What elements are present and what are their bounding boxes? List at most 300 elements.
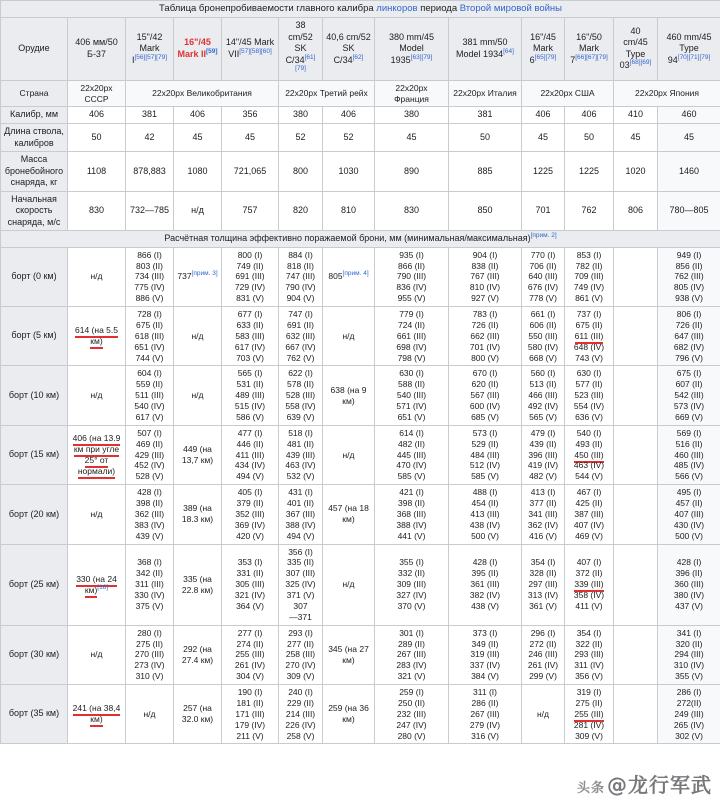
penetration-value: 428 (I) xyxy=(472,557,498,568)
spec-value: 50 xyxy=(565,124,614,152)
penetration-value: 955 (V) xyxy=(397,293,426,304)
penetration-value: 267 (III) xyxy=(470,708,500,719)
spec-value: 42 xyxy=(126,124,174,152)
penetration-cell xyxy=(522,625,565,684)
penetration-value: 302 (V) xyxy=(675,730,703,741)
penetration-cell xyxy=(565,366,614,425)
penetration-value: 370 (V) xyxy=(397,600,426,611)
penetration-cell xyxy=(279,485,323,544)
penetration-cell xyxy=(449,307,522,366)
penetration-value: 265 (IV) xyxy=(673,719,705,730)
penetration-value: 441 (V) xyxy=(397,530,426,541)
penetration-value: 554 (IV) xyxy=(573,401,605,412)
penetration-value: 726 (II) xyxy=(675,319,703,330)
penetration-value: 691 (II) xyxy=(287,319,314,330)
penetration-cell xyxy=(375,425,449,484)
penetration-value: 407 (IV) xyxy=(573,519,605,530)
penetration-cell xyxy=(522,544,565,625)
penetration-value: 470 (IV) xyxy=(396,460,427,471)
penetration-value: 305 (III) xyxy=(235,579,265,590)
gun-name: 381 mm/50 Model 1934[64] xyxy=(456,37,514,59)
penetration-value: 388 (IV) xyxy=(285,519,316,530)
penetration-value: 469 (V) xyxy=(575,530,603,541)
penetration-value: 416 (V) xyxy=(529,530,557,541)
penetration-value: 388 (IV) xyxy=(396,519,427,530)
penetration-value: 181 (II) xyxy=(236,697,264,708)
spec-value: 830 xyxy=(375,191,449,231)
penetration-cell xyxy=(222,366,279,425)
penetration-value: 484 (III) xyxy=(470,449,500,460)
penetration-value: 632 (III) xyxy=(285,330,316,341)
penetration-cell xyxy=(222,544,279,625)
penetration-value: 744 (V) xyxy=(135,352,164,363)
penetration-value: 380 (IV) xyxy=(673,590,705,601)
penetration-value: 463 (IV) xyxy=(285,460,316,471)
no-data-cell: н/д xyxy=(323,425,375,484)
penetration-value: 586 (V) xyxy=(236,411,264,422)
penetration-value: 935 (I) xyxy=(399,249,424,260)
spec-value: 1020 xyxy=(614,152,658,192)
penetration-cell xyxy=(565,485,614,544)
penetration-cell xyxy=(565,425,614,484)
penetration-value: 479 (I) xyxy=(530,427,556,438)
range-row xyxy=(1,247,720,306)
penetration-value: 446 (II) xyxy=(236,438,264,449)
highlighted-value: 611 (III) xyxy=(575,331,604,344)
penetration-value: 567 (III) xyxy=(470,390,500,401)
penetration-value: 407 (III) xyxy=(674,508,704,519)
range-row xyxy=(1,425,720,484)
penetration-value: 368 (I) xyxy=(137,557,162,568)
penetration-value: 703 (V) xyxy=(236,352,264,363)
penetration-cell xyxy=(375,307,449,366)
gun-ref[interactable]: [66][67][79] xyxy=(575,53,608,61)
penetration-value: 800 (I) xyxy=(237,249,263,260)
no-data-cell: н/д xyxy=(68,625,126,684)
penetration-value: 640 (III) xyxy=(528,271,558,282)
penetration-cell xyxy=(126,425,174,484)
penetration-value: 383 (IV) xyxy=(134,519,165,530)
penetration-value: 743 (V) xyxy=(575,352,603,363)
penetration-value: 651 (V) xyxy=(397,411,426,422)
penetration-value: 540 (I) xyxy=(576,427,602,438)
penetration-cell xyxy=(222,685,279,744)
penetration-value: 373 (I) xyxy=(472,627,498,638)
penetration-value: 734 (III) xyxy=(134,271,165,282)
spec-row xyxy=(1,191,720,231)
penetration-value: 369 (IV) xyxy=(234,519,266,530)
penetration-value: 297 (III) xyxy=(528,579,558,590)
penetration-cell xyxy=(126,247,174,306)
penetration-note: 335 (на 22.8 км) xyxy=(174,544,222,625)
penetration-value: 420 (V) xyxy=(236,530,264,541)
penetration-value: 670 (I) xyxy=(472,368,498,379)
range-row-label: борт (0 км) xyxy=(1,247,68,306)
penetration-value: 214 (III) xyxy=(285,708,316,719)
watermark-text: @龙行军武 xyxy=(607,773,712,797)
penetration-value: 375 (V) xyxy=(135,600,164,611)
penetration-value: 267 (III) xyxy=(396,649,427,660)
penetration-value: 310 (IV) xyxy=(673,660,705,671)
penetration-value: 861 (V) xyxy=(575,293,603,304)
penetration-value: 667 (IV) xyxy=(285,341,316,352)
penetration-value: 542 (III) xyxy=(674,390,704,401)
penetration-value: 494 (V) xyxy=(236,471,264,482)
penetration-value: 281 (IV) xyxy=(573,719,605,730)
penetration-value: 677 (I) xyxy=(237,309,263,320)
penetration-note: 457 (на 18 км) xyxy=(323,485,375,544)
gun-ref[interactable]: [56][57][79] xyxy=(134,53,168,61)
penetration-cell xyxy=(658,247,720,306)
penetration-value: 726 (II) xyxy=(471,319,499,330)
penetration-cell xyxy=(375,366,449,425)
penetration-value: 272 (II) xyxy=(529,638,557,649)
penetration-value: 240 (I) xyxy=(288,687,313,698)
penetration-value: 325 (IV) xyxy=(285,579,316,590)
penetration-value: 482 (II) xyxy=(398,438,425,449)
penetration-cell xyxy=(222,425,279,484)
gun-header-row xyxy=(1,18,720,81)
penetration-cell xyxy=(658,425,720,484)
penetration-cell xyxy=(449,425,522,484)
penetration-value: 211 (V) xyxy=(236,730,264,741)
spec-value: 45 xyxy=(658,124,720,152)
spec-value: 885 xyxy=(449,152,522,192)
penetration-value: 384 (V) xyxy=(471,671,499,682)
spec-value: 406 xyxy=(323,107,375,124)
gun-header xyxy=(449,18,522,81)
penetration-cell xyxy=(222,307,279,366)
range-row xyxy=(1,366,720,425)
empty-cell xyxy=(614,307,658,366)
country-cell: 22x20px США xyxy=(522,80,614,107)
section-title-ref: [прим. 2] xyxy=(530,232,557,240)
spec-value: 52 xyxy=(323,124,375,152)
penetration-value: 319 (III) xyxy=(470,649,500,660)
penetration-value: 367 (III) xyxy=(285,508,316,519)
penetration-cell xyxy=(279,425,323,484)
gun-header xyxy=(222,18,279,81)
penetration-value: 724 (II) xyxy=(398,319,425,330)
range-row-label: борт (10 км) xyxy=(1,366,68,425)
penetration-value: 362 (IV) xyxy=(527,519,559,530)
penetration-value: 790 (III) xyxy=(396,271,427,282)
range-row-label: борт (30 км) xyxy=(1,625,68,684)
penetration-value: 405 (I) xyxy=(237,487,263,498)
spec-row-label: Начальная скорость снаряда, м/с xyxy=(1,191,68,231)
penetration-value: 407 (I) xyxy=(576,557,602,568)
penetration-value: 396 (III) xyxy=(528,449,558,460)
penetration-value: 434 (IV) xyxy=(234,460,266,471)
gun-header xyxy=(658,18,720,81)
penetration-value: 354 (I) xyxy=(576,627,602,638)
penetration-value: 293 (I) xyxy=(288,627,313,638)
penetration-value: 783 (I) xyxy=(472,309,498,320)
gun-name: 40 cm/45 Type 03[68][69] xyxy=(619,25,652,71)
penetration-value: 798 (V) xyxy=(397,352,426,363)
gun-ref[interactable]: [59] xyxy=(205,47,218,55)
spec-value: 732—785 xyxy=(126,191,174,231)
penetration-value: 250 (II) xyxy=(398,697,425,708)
title-link[interactable]: Второй мировой войны xyxy=(459,3,563,14)
penetration-value: 507 (I) xyxy=(137,427,162,438)
penetration-cell xyxy=(658,544,720,625)
penetration-value: 395 (II) xyxy=(471,568,499,579)
penetration-value: 294 (III) xyxy=(674,649,704,660)
penetration-value: 566 (V) xyxy=(675,471,703,482)
no-data-cell: н/д xyxy=(323,307,375,366)
penetration-value: 286 (II) xyxy=(471,697,499,708)
penetration-value: 439 (II) xyxy=(529,438,557,449)
penetration-value: 511 (III) xyxy=(135,390,164,401)
penetration-value: 411 (V) xyxy=(575,600,603,611)
penetration-value: 668 (V) xyxy=(529,352,557,363)
penetration-value: 494 (V) xyxy=(286,530,315,541)
range-row-label: борт (15 км) xyxy=(1,425,68,484)
penetration-value: 349 (II) xyxy=(471,638,499,649)
penetration-value: 457 (II) xyxy=(675,498,703,509)
spec-value: 50 xyxy=(68,124,126,152)
range-row xyxy=(1,625,720,684)
penetration-value: 452 (IV) xyxy=(134,460,165,471)
spec-value: 1225 xyxy=(565,152,614,192)
country-cell: 22x20px Япония xyxy=(614,80,720,107)
penetration-value: 360 (III) xyxy=(674,579,704,590)
penetration-note: 345 (на 27 км) xyxy=(323,625,375,684)
penetration-value: 425 (II) xyxy=(575,498,603,509)
gun-name: 40,6 cm/52 SK C/34[62] xyxy=(326,31,371,65)
spec-value: 356 xyxy=(222,107,279,124)
highlighted-value: 406 (на 13.9 км при угле 25° от нормали) xyxy=(73,433,121,479)
penetration-value: 371 (V) 307 xyxy=(286,590,315,611)
gun-name: 406 мм/50 Б-37 xyxy=(75,37,118,59)
gun-header xyxy=(614,18,658,81)
penetration-cell xyxy=(126,625,174,684)
penetration-value: 341 (I) xyxy=(676,627,702,638)
penetration-value: 661 (III) xyxy=(396,330,427,341)
penetration-value: 272(II) xyxy=(676,697,702,708)
penetration-cell xyxy=(565,247,614,306)
empty-cell xyxy=(614,247,658,306)
penetration-value: 583 (III) xyxy=(235,330,265,341)
penetration-value: 419 (IV) xyxy=(527,460,559,471)
penetration-value: 289 (II) xyxy=(398,638,425,649)
penetration-value: 853 (I) xyxy=(576,249,602,260)
penetration-value: 614 (I) xyxy=(399,427,424,438)
gun-ref[interactable]: [70][71][79] xyxy=(677,53,711,61)
spec-value: 721,065 xyxy=(222,152,279,192)
penetration-cell xyxy=(565,685,614,744)
spec-value: 878,883 xyxy=(126,152,174,192)
penetration-value: 577 (II) xyxy=(575,379,603,390)
penetration-value: 316 (V) xyxy=(471,730,499,741)
gun-ref[interactable]: [68][69] xyxy=(629,59,652,67)
empty-cell xyxy=(614,685,658,744)
penetration-note: 449 (на 13,7 км) xyxy=(174,425,222,484)
penetration-cell xyxy=(658,307,720,366)
spec-value: 50 xyxy=(449,124,522,152)
penetration-value: 803 (II) xyxy=(136,260,163,271)
penetration-value: 274 (II) xyxy=(236,638,264,649)
gun-header xyxy=(565,18,614,81)
spec-value: 1080 xyxy=(174,152,222,192)
penetration-value: 573 (I) xyxy=(472,427,498,438)
penetration-cell xyxy=(658,366,720,425)
penetration-cell xyxy=(375,485,449,544)
penetration-value: 229 (II) xyxy=(287,697,314,708)
country-row-label: Страна xyxy=(1,80,68,107)
penetration-cell xyxy=(449,685,522,744)
penetration-value: 430 (IV) xyxy=(673,519,705,530)
penetration-cell xyxy=(449,366,522,425)
spec-value: 890 xyxy=(375,152,449,192)
penetration-value xyxy=(568,331,610,342)
penetration-note: 389 (на 18.3 км) xyxy=(174,485,222,544)
penetration-value: 513 (II) xyxy=(529,379,557,390)
penetration-value: 544 (V) xyxy=(575,471,603,482)
penetration-value: 661 (I) xyxy=(530,309,556,320)
penetration-cell xyxy=(449,544,522,625)
penetration-value xyxy=(568,450,610,461)
penetration-value: 258 (III) xyxy=(285,649,316,660)
penetration-value: 335 (II) xyxy=(287,557,314,568)
penetration-value: 353 (I) xyxy=(237,557,263,568)
spec-value: 406 xyxy=(68,107,126,124)
penetration-value: 618 (III) xyxy=(134,330,165,341)
penetration-value: 565 (V) xyxy=(529,411,557,422)
penetration-value: 904 (I) xyxy=(472,249,498,260)
penetration-value: 429 (III) xyxy=(134,449,165,460)
penetration-cell xyxy=(222,247,279,306)
penetration-cell xyxy=(449,485,522,544)
country-cell: 22x20px Италия xyxy=(449,80,522,107)
penetration-value: 413 (III) xyxy=(470,508,500,519)
penetration-value: 431 (I) xyxy=(288,487,313,498)
penetration-value: 342 (II) xyxy=(136,568,163,579)
penetration-value: 277 (II) xyxy=(287,638,314,649)
penetration-cell xyxy=(658,485,720,544)
penetration-value: 540 (IV) xyxy=(134,401,165,412)
penetration-cell xyxy=(222,625,279,684)
gun-ref[interactable]: [61][79] xyxy=(295,53,316,73)
penetration-cell xyxy=(126,366,174,425)
penetration-value: 463 (IV) xyxy=(573,460,605,471)
cell-ref[interactable]: [18] xyxy=(97,583,109,591)
gun-ref[interactable]: [62] xyxy=(352,53,364,61)
penetration-value: 377 (II) xyxy=(529,498,557,509)
penetration-value: 293 (III) xyxy=(574,649,604,660)
gun-ref[interactable]: [63][79] xyxy=(410,53,433,61)
penetration-cell xyxy=(222,485,279,544)
penetration-value: 810 (IV) xyxy=(469,282,501,293)
penetration-value: 311 (IV) xyxy=(574,660,604,671)
penetration-value: 247 (IV) xyxy=(396,719,427,730)
spec-value: 410 xyxy=(614,107,658,124)
penetration-value: 421 (I) xyxy=(399,487,424,498)
gun-header xyxy=(279,18,323,81)
range-row-label: борт (20 км) xyxy=(1,485,68,544)
range-row-label: борт (35 км) xyxy=(1,685,68,744)
penetration-value: 560 (I) xyxy=(530,368,556,379)
penetration-cell xyxy=(522,425,565,484)
table-title-row xyxy=(1,1,720,18)
empty-cell xyxy=(614,425,658,484)
penetration-value: 856 (II) xyxy=(675,260,703,271)
spec-value: 780—805 xyxy=(658,191,720,231)
penetration-value: 927 (V) xyxy=(471,293,499,304)
penetration-value: 675 (II) xyxy=(136,319,163,330)
penetration-value: 749 (II) xyxy=(236,260,264,271)
penetration-value: 341 (III) xyxy=(528,508,558,519)
penetration-value: 246 (III) xyxy=(528,649,558,660)
penetration-value: 304 (V) xyxy=(236,671,264,682)
gun-ref[interactable]: [65][79] xyxy=(534,53,557,61)
penetration-note: 259 (на 36 км) xyxy=(323,685,375,744)
penetration-cell xyxy=(522,247,565,306)
spec-value: 701 xyxy=(522,191,565,231)
penetration-value: 330 (IV) xyxy=(134,590,165,601)
penetration-value: 445 (III) xyxy=(396,449,427,460)
penetration-value: 528 (V) xyxy=(135,471,164,482)
penetration-value: 938 (V) xyxy=(675,293,703,304)
penetration-value: 669 (V) xyxy=(675,411,703,422)
penetration-value: 651 (IV) xyxy=(134,341,165,352)
penetration-value: 523 (III) xyxy=(574,390,604,401)
spec-value: 810 xyxy=(323,191,375,231)
range-row xyxy=(1,307,720,366)
penetration-cell xyxy=(375,247,449,306)
gun-ref[interactable]: [57][58][60] xyxy=(239,47,272,55)
spec-row xyxy=(1,152,720,192)
penetration-value: 270 (IV) xyxy=(285,660,316,671)
section-title-row xyxy=(1,231,720,248)
penetration-value: 606 (II) xyxy=(529,319,557,330)
spec-row-label: Длина ствола, калибров xyxy=(1,124,68,152)
penetration-value: 949 (I) xyxy=(676,249,702,260)
penetration-value: 352 (III) xyxy=(235,508,265,519)
cell-ref[interactable]: [прим. 4] xyxy=(342,270,369,278)
penetration-value: 321 (IV) xyxy=(234,590,266,601)
penetration-value: 588 (II) xyxy=(398,379,425,390)
penetration-value: 482 (V) xyxy=(529,471,557,482)
country-row xyxy=(1,80,720,107)
penetration-value: 540 (III) xyxy=(396,390,427,401)
spec-value: 850 xyxy=(449,191,522,231)
penetration-value: 488 (I) xyxy=(472,487,498,498)
country-cell: 22x20px Третий рейх xyxy=(279,80,375,107)
penetration-cell xyxy=(449,625,522,684)
penetration-value: 685 (V) xyxy=(471,411,499,422)
penetration-cell xyxy=(279,366,323,425)
penetration-value: 275 (II) xyxy=(575,697,603,708)
title-link[interactable]: линкоров xyxy=(376,3,418,14)
penetration-value: 706 (II) xyxy=(529,260,557,271)
penetration-value: 550 (III) xyxy=(528,330,558,341)
penetration-value: 249 (III) xyxy=(674,708,704,719)
penetration-value: 428 (I) xyxy=(137,487,162,498)
cell-ref[interactable]: [прим. 3] xyxy=(191,270,218,278)
country-cell: 22x20px Великобритания xyxy=(126,80,279,107)
gun-ref[interactable]: [64] xyxy=(503,47,514,55)
penetration-value: 558 (IV) xyxy=(285,401,316,412)
penetration-value: 321 (V) xyxy=(397,671,426,682)
gun-name: 380 mm/45 Model 1935[63][79] xyxy=(388,31,435,65)
penetration-value: 836 (IV) xyxy=(396,282,427,293)
penetration-value: 481 (II) xyxy=(287,438,314,449)
penetration-cell xyxy=(522,307,565,366)
title-text: периода xyxy=(417,3,460,14)
table-title xyxy=(1,1,720,18)
